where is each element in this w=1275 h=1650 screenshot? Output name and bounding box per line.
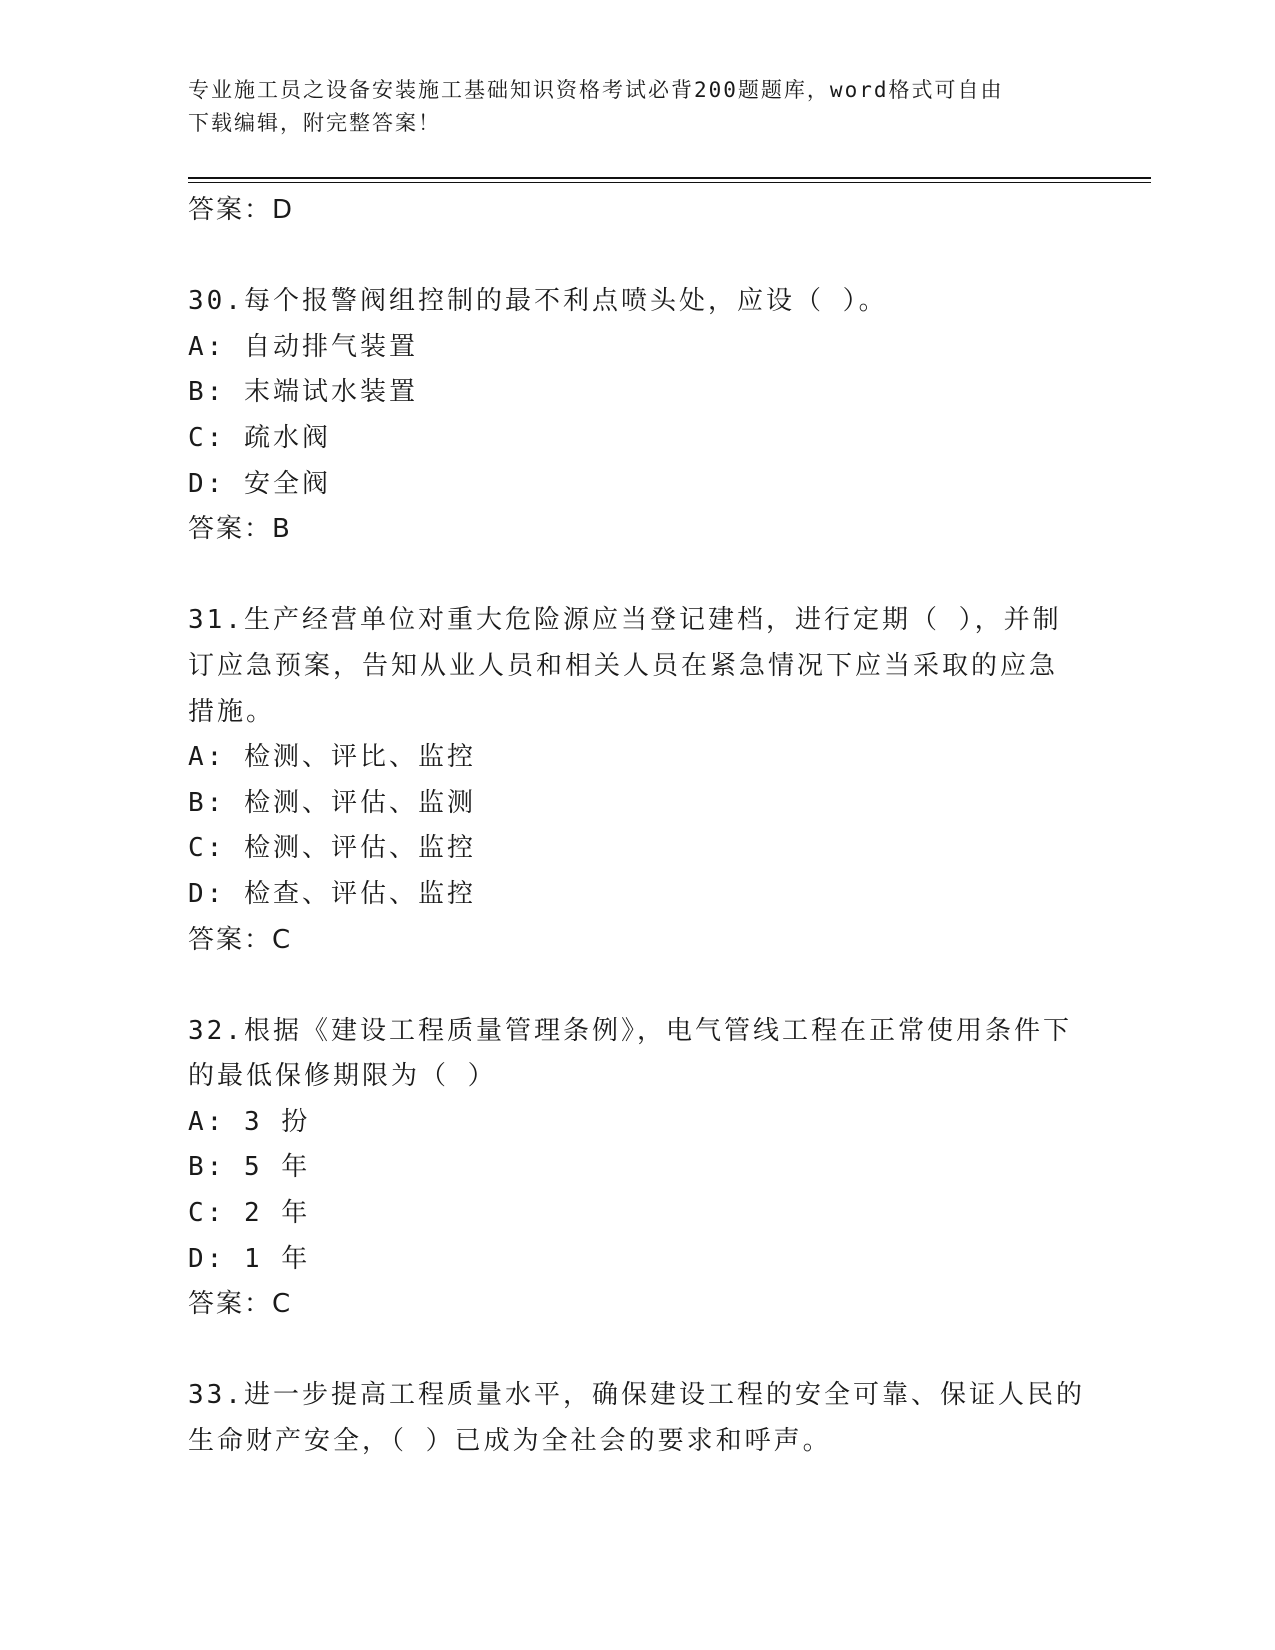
question-block [188, 279, 1088, 553]
question-block [188, 598, 1088, 963]
answer-text: 答案：C [188, 924, 293, 955]
answer-text: 答案：B [188, 514, 292, 545]
question-text: 30.每个报警阀组控制的最不利点喷头处，应设（ ）。 [188, 286, 888, 317]
question-text: 生命财产安全，（ ）已成为全社会的要求和呼声。 [188, 1426, 832, 1457]
option-a: A: 检测、评比、监控 [188, 742, 476, 773]
question-text: 订应急预案，告知从业人员和相关人员在紧急情况下应当采取的应急 [188, 650, 1059, 681]
header-line-1: 专业施工员之设备安装施工基础知识资格考试必背200题题库，word格式可自由 [188, 78, 1004, 102]
spacer [188, 553, 1088, 599]
option-d: D: 1 年 [188, 1243, 311, 1274]
option-b: B: 检测、评估、监测 [188, 787, 476, 818]
previous-answer: 答案：D [188, 195, 295, 225]
option-c: C: 疏水阀 [188, 422, 331, 453]
question-text: 的最低保修期限为（ ） [188, 1061, 497, 1092]
question-block [188, 1373, 1088, 1464]
question-text: 措施。 [188, 696, 276, 727]
header-line-2: 下载编辑，附完整答案！ [188, 111, 441, 135]
answer-text: 答案：C [188, 1289, 293, 1320]
header-divider-thick [188, 177, 1151, 179]
spacer [188, 234, 1088, 280]
option-d: D: 检查、评估、监控 [188, 878, 476, 909]
document-header [188, 74, 1068, 140]
option-a: A: 3 扮 [188, 1106, 311, 1137]
option-c: C: 2 年 [188, 1198, 311, 1229]
option-a: A: 自动排气装置 [188, 331, 418, 362]
spacer [188, 963, 1088, 1009]
option-c: C: 检测、评估、监控 [188, 833, 476, 864]
question-content [188, 188, 1088, 1465]
question-text: 33.进一步提高工程质量水平，确保建设工程的安全可靠、保证人民的 [188, 1380, 1085, 1411]
header-divider-thin [188, 182, 1151, 183]
question-block [188, 1009, 1088, 1328]
option-b: B: 5 年 [188, 1152, 311, 1183]
spacer [188, 1328, 1088, 1374]
question-text: 31.生产经营单位对重大危险源应当登记建档，进行定期（ ），并制 [188, 605, 1062, 636]
option-d: D: 安全阀 [188, 468, 331, 499]
option-b: B: 末端试水装置 [188, 377, 418, 408]
question-text: 32.根据《建设工程质量管理条例》，电气管线工程在正常使用条件下 [188, 1015, 1072, 1046]
